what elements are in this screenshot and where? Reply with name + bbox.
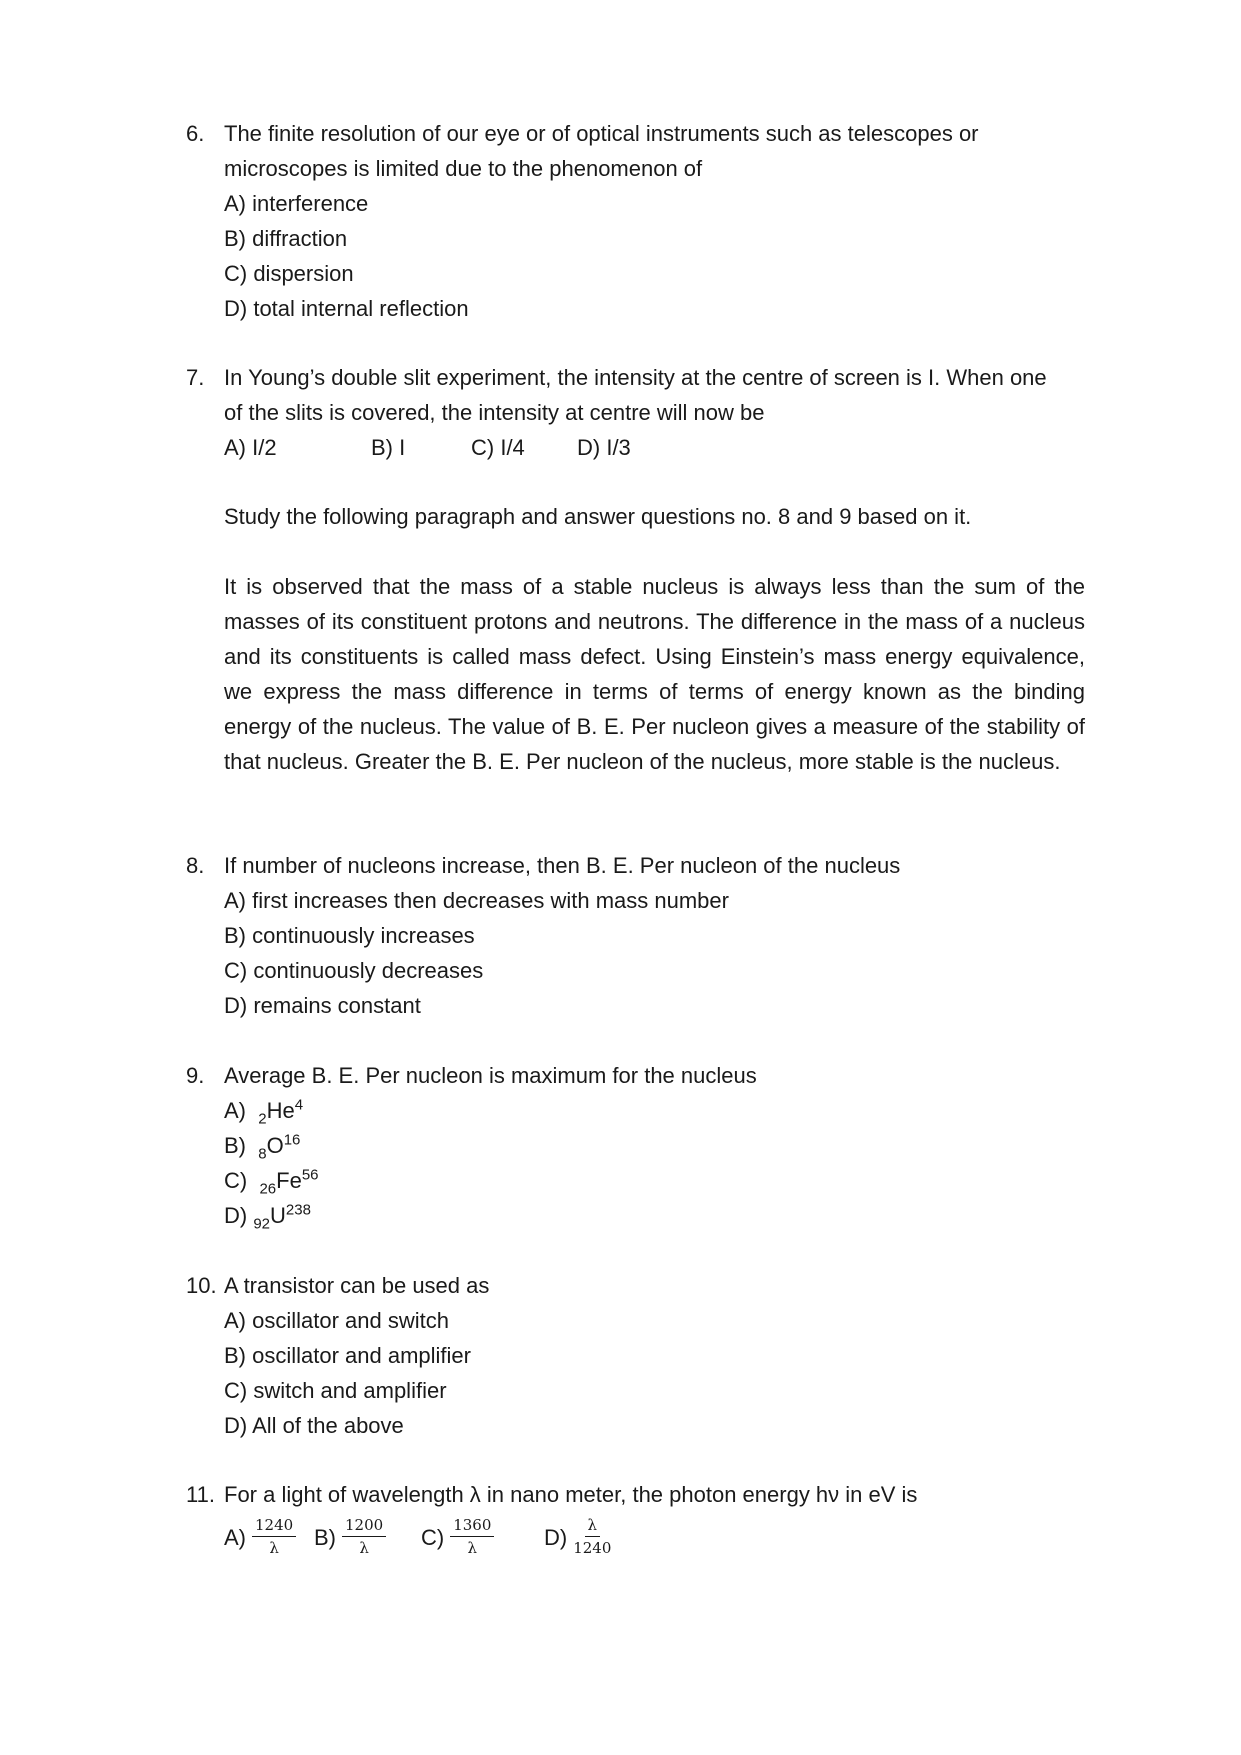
option-label: C): [421, 1524, 445, 1550]
option-a: A) oscillator and switch: [224, 1308, 449, 1333]
option-c: [421, 1517, 544, 1557]
question-9: [186, 1058, 1086, 1233]
option-c: C) I/4: [471, 435, 525, 460]
option-b: B) I: [371, 435, 406, 460]
element-symbol: O: [266, 1133, 284, 1158]
question-text: For a light of wavelength λ in nano meter, the photon energy hν in eV is: [224, 1482, 918, 1507]
fraction: [252, 1517, 296, 1557]
option-label: A): [224, 1524, 246, 1550]
denominator: λ: [359, 1539, 369, 1557]
question-text: If number of nucleons increase, then B. E. Per nucleon of the nucleus: [224, 853, 901, 878]
mass-number: 238: [285, 1201, 311, 1219]
option-c: C) continuously decreases: [224, 958, 484, 983]
option-label: D): [544, 1524, 568, 1550]
atomic-number: 26: [259, 1180, 277, 1198]
option-c: C) switch and amplifier: [224, 1378, 447, 1403]
options-row: [224, 1512, 1086, 1562]
option-label: D): [224, 1203, 248, 1228]
fraction: [573, 1517, 611, 1557]
option-b: B) diffraction: [224, 226, 348, 251]
element-symbol: Fe: [276, 1168, 302, 1193]
option-c: [224, 1163, 1086, 1198]
option-b: [224, 1128, 1086, 1163]
atomic-number: 92: [253, 1215, 271, 1233]
question-number: 11.: [186, 1482, 215, 1507]
option-a: [224, 1093, 1086, 1128]
numerator: 1200: [342, 1517, 386, 1537]
element-symbol: He: [266, 1098, 295, 1123]
study-note: Study the following paragraph and answer questions no. 8 and 9 based on it.: [224, 504, 972, 529]
element-symbol: U: [270, 1203, 286, 1228]
question-text: The finite resolution of our eye or of optical instruments such as telescopes or: [224, 121, 979, 146]
option-b: B) continuously increases: [224, 923, 475, 948]
question-number: 10.: [186, 1273, 217, 1298]
denominator: λ: [467, 1539, 478, 1557]
option-a: A) first increases then decreases with mass number: [224, 888, 729, 913]
fraction: [342, 1517, 386, 1557]
option-label: B): [224, 1133, 246, 1158]
options-row: [224, 430, 1086, 465]
option-label: C): [224, 1168, 248, 1193]
question-text: A transistor can be used as: [224, 1273, 490, 1298]
option-a: A) interference: [224, 191, 369, 216]
question-text: Average B. E. Per nucleon is maximum for the nucleus: [224, 1063, 757, 1088]
mass-number: 4: [294, 1096, 304, 1114]
numerator: 1240: [252, 1517, 296, 1537]
option-d: D) I/3: [577, 435, 631, 460]
option-a: [224, 1517, 314, 1557]
option-d: [544, 1517, 617, 1557]
numerator: λ: [585, 1517, 601, 1537]
option-d: [224, 1198, 1086, 1233]
option-d: D) remains constant: [224, 993, 421, 1018]
atomic-number: 8: [258, 1145, 267, 1163]
option-label: B): [314, 1524, 336, 1550]
question-8: [186, 848, 1086, 1023]
question-7: [186, 360, 1086, 465]
question-10: [186, 1268, 1086, 1443]
question-number: 6.: [186, 121, 205, 146]
question-11: [186, 1477, 1086, 1562]
denominator: 1240: [573, 1539, 612, 1557]
question-text: In Young’s double slit experiment, the intensity at the centre of screen is I. When one: [224, 365, 1047, 390]
option-b: B) oscillator and amplifier: [224, 1343, 471, 1368]
option-a: A) I/2: [224, 435, 277, 460]
fraction: [450, 1517, 494, 1557]
question-text: microscopes is limited due to the phenomenon of: [224, 156, 703, 181]
question-number: 8.: [186, 853, 205, 878]
option-d: D) total internal reflection: [224, 296, 469, 321]
question-6: [186, 116, 1086, 326]
option-c: C) dispersion: [224, 261, 354, 286]
option-d: D) All of the above: [224, 1413, 404, 1438]
mass-number: 56: [301, 1166, 319, 1184]
mass-number: 16: [283, 1131, 301, 1149]
atomic-number: 2: [258, 1110, 267, 1128]
passage-paragraph: It is observed that the mass of a stable nucleus is always less than the sum of the masses of its constituent protons and neutrons. The difference in the mass of a nucleus and its constituents is called mass defect. Using Einstein’s mass energy equivalence, we express the mass difference in terms of terms of energy known as the binding energy of the nucleus. The value of B. E. Per nucleon gives a measure of the stability of that nucleus. Greater the B. E. Per nucleon of the nucleus, more stable is the nucleus.: [224, 574, 1085, 774]
question-number: 7.: [186, 365, 205, 390]
question-text: of the slits is covered, the intensity at centre will now be: [224, 400, 765, 425]
option-b: [314, 1517, 421, 1557]
option-label: A): [224, 1098, 246, 1123]
denominator: λ: [269, 1539, 279, 1557]
numerator: 1360: [450, 1517, 494, 1537]
question-number: 9.: [186, 1063, 205, 1088]
